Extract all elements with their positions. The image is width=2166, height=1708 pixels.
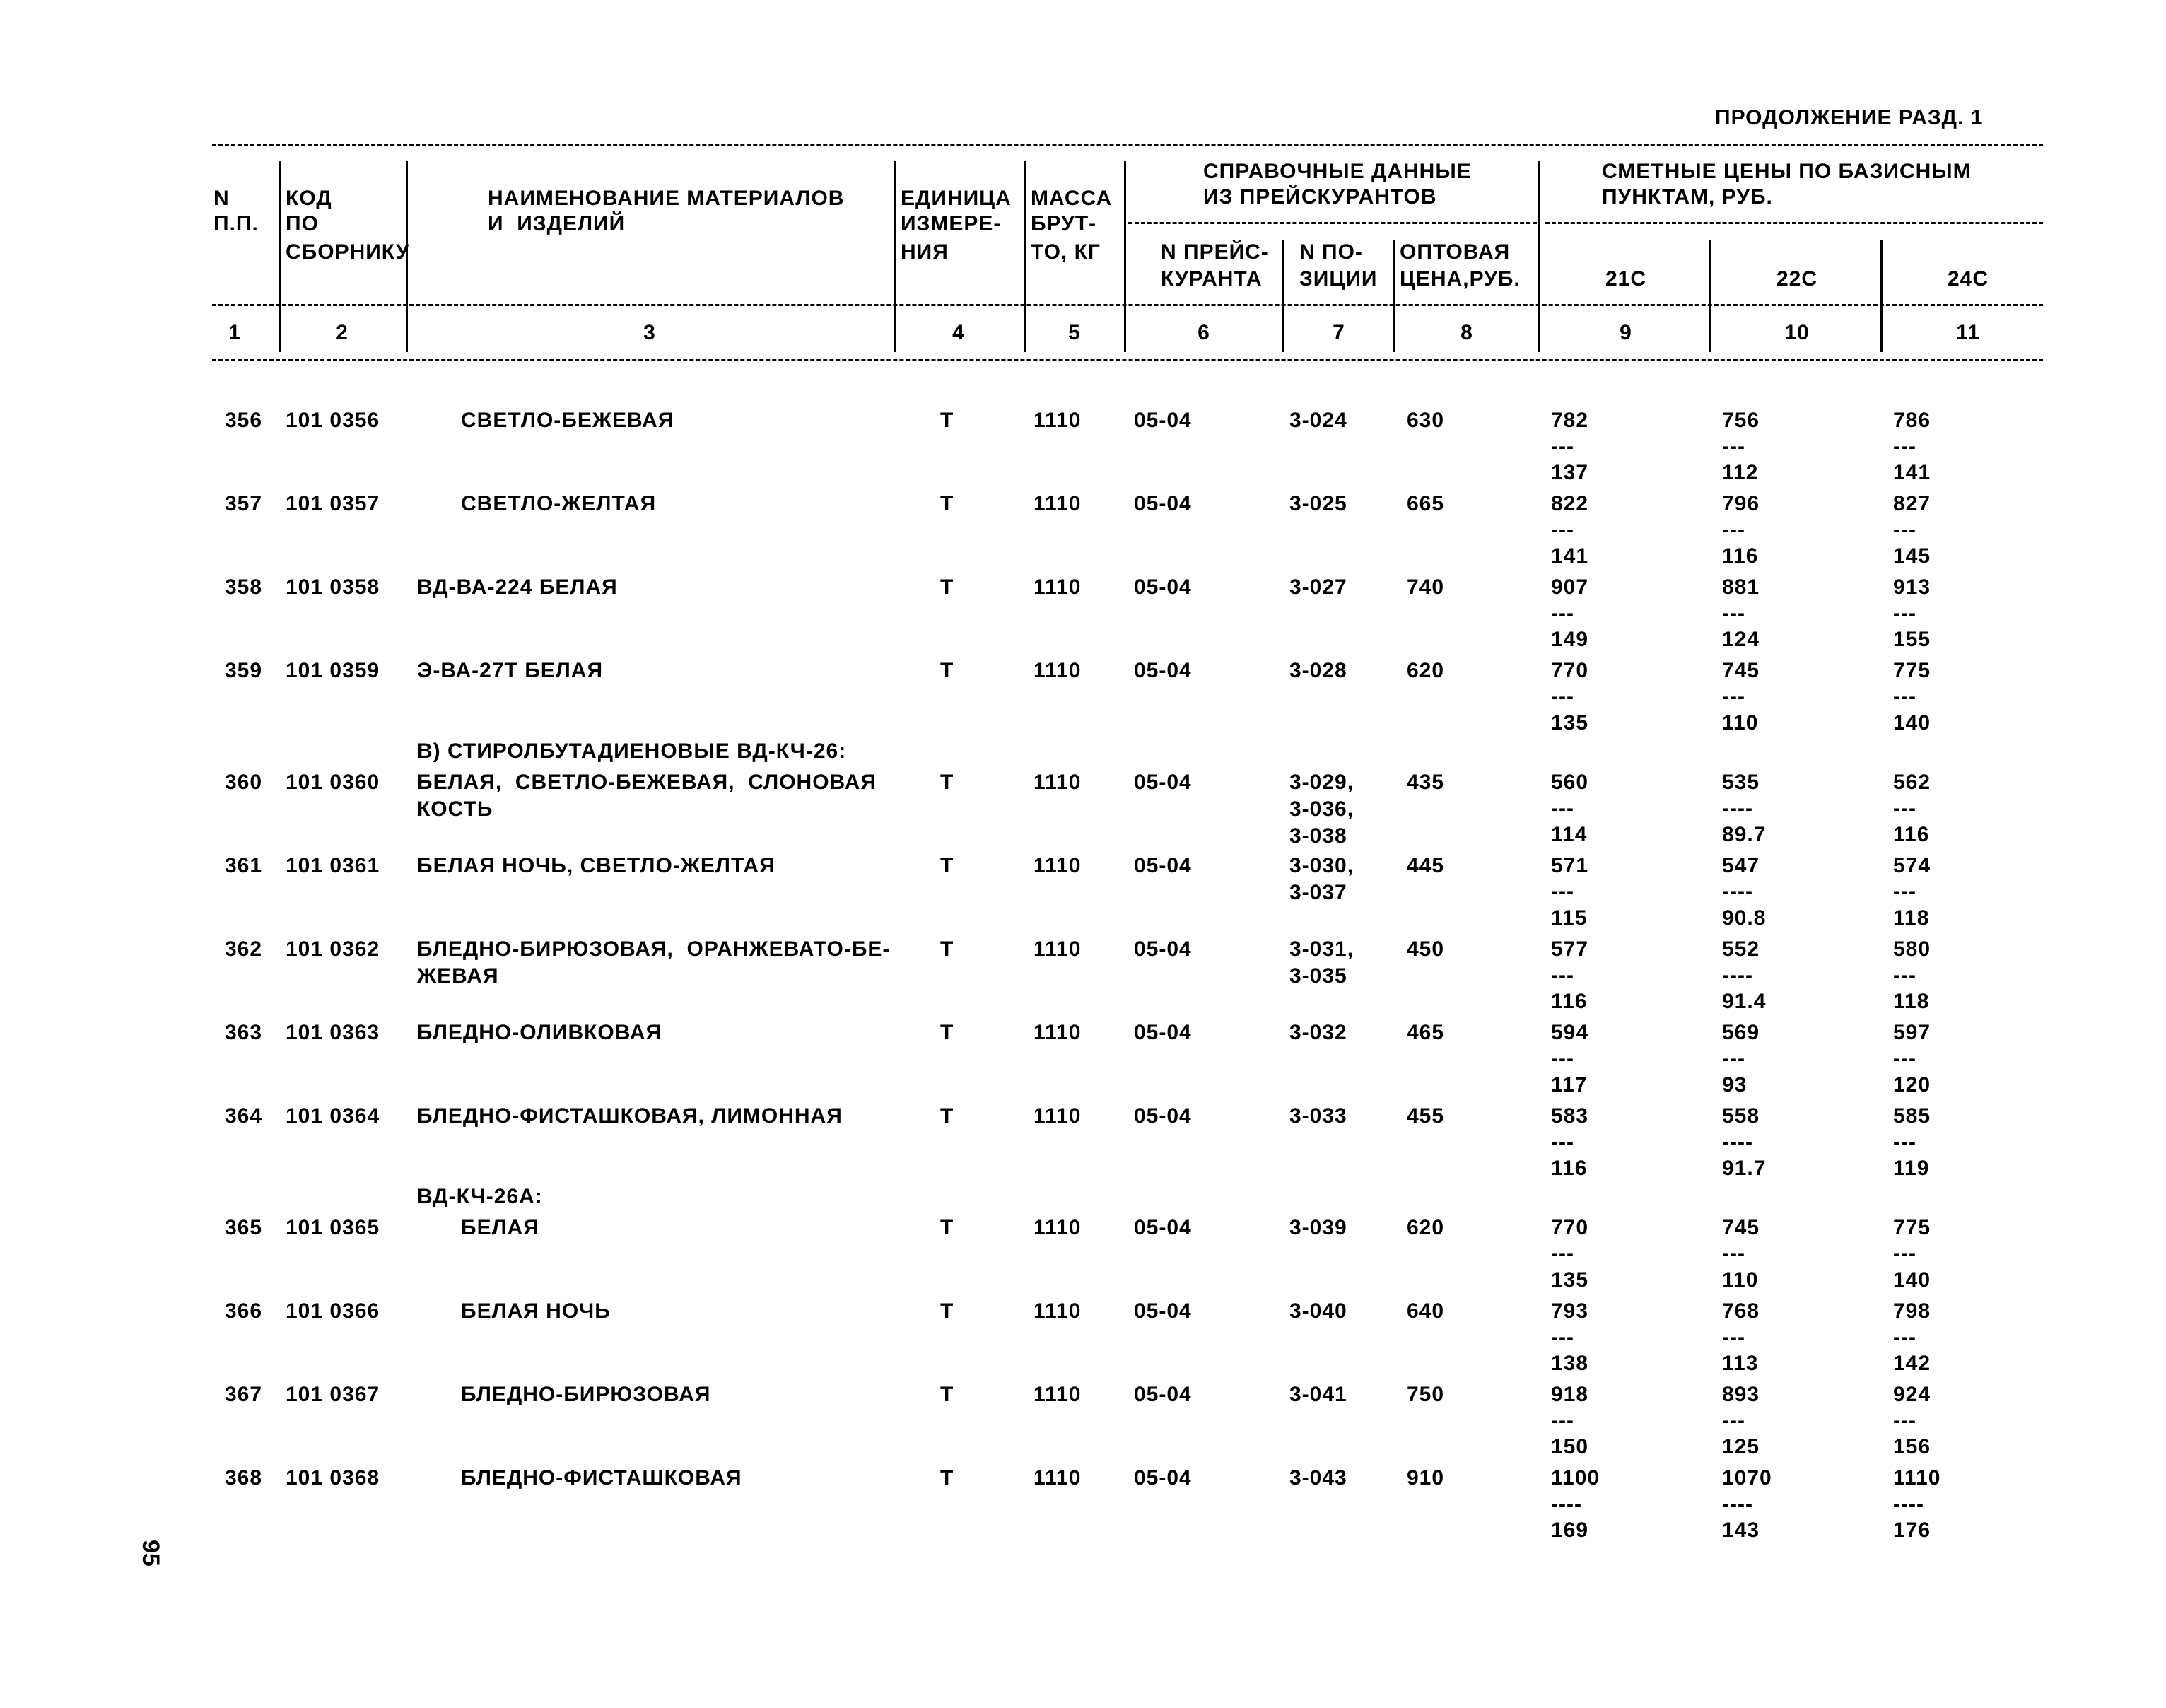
row-name: БЕЛАЯ <box>461 1216 539 1239</box>
hdr-prices-line2: ПУНКТАМ, РУБ. <box>1602 185 1773 209</box>
row-number: 366 <box>225 1299 263 1323</box>
hdr-mass-line2: БРУТ- <box>1031 212 1097 235</box>
row-position: 3-043 <box>1289 1466 1347 1490</box>
price-p21-line1: --- <box>1551 1047 1574 1070</box>
price-p21-line1: --- <box>1551 518 1574 542</box>
price-p22-line0: 745 <box>1722 1216 1760 1239</box>
price-p24-line0: 913 <box>1893 575 1931 599</box>
price-p22-line1: --- <box>1722 1326 1745 1349</box>
row-pricelist: 05-04 <box>1134 1104 1192 1128</box>
price-p24-line1: --- <box>1893 1409 1916 1432</box>
row-position: 3-025 <box>1289 492 1347 515</box>
price-p24-line0: 585 <box>1893 1104 1931 1128</box>
hdr-mass-line3: ТО, КГ <box>1031 240 1101 264</box>
price-p24-line0: 775 <box>1893 659 1931 682</box>
price-p24-line0: 562 <box>1893 771 1931 794</box>
price-p24-line1: --- <box>1893 964 1916 987</box>
colnum-4: 4 <box>952 321 965 344</box>
row-code: 101 0365 <box>286 1216 380 1239</box>
price-p24-line0: 580 <box>1893 937 1931 961</box>
row-unit: Т <box>940 575 954 599</box>
price-p24-line1: --- <box>1893 1242 1916 1265</box>
row-code: 101 0367 <box>286 1383 380 1406</box>
price-p24-line2: 176 <box>1893 1519 1931 1542</box>
price-p21-line0: 907 <box>1551 575 1589 599</box>
price-p22-line2: 110 <box>1722 1268 1759 1292</box>
row-mass: 1110 <box>1034 1216 1082 1239</box>
price-p24-line2: 142 <box>1893 1352 1931 1375</box>
price-p24-line0: 786 <box>1893 409 1931 432</box>
price-p22-line1: ---- <box>1722 797 1753 820</box>
price-p21-line0: 918 <box>1551 1383 1589 1406</box>
price-p24-line0: 798 <box>1893 1299 1931 1323</box>
row-mass: 1110 <box>1034 659 1082 682</box>
row-unit: Т <box>940 771 954 794</box>
price-p21-line0: 560 <box>1551 771 1589 794</box>
hdr-mass-line1: МАССА <box>1031 187 1113 210</box>
hdr-wholesale-line1: ОПТОВАЯ <box>1400 240 1511 264</box>
price-p22-line0: 893 <box>1722 1383 1760 1406</box>
row-number: 362 <box>225 937 263 961</box>
row-pricelist: 05-04 <box>1134 854 1192 877</box>
row-unit: Т <box>940 492 954 515</box>
price-p24-line1: ---- <box>1893 1492 1924 1516</box>
rule-prices-sub <box>1545 222 2043 224</box>
price-p21-line2: 138 <box>1551 1352 1589 1375</box>
price-p21-line0: 793 <box>1551 1299 1589 1323</box>
row-code: 101 0359 <box>286 659 380 682</box>
row-name: КОСТЬ <box>417 797 493 821</box>
price-p22-line2: 91.7 <box>1722 1157 1767 1180</box>
price-p21-line0: 770 <box>1551 659 1589 682</box>
price-p22-line1: ---- <box>1722 1130 1753 1154</box>
hdr-pricelist-line2: КУРАНТА <box>1161 267 1263 291</box>
colnum-11: 11 <box>1956 321 1980 344</box>
price-p21-line2: 135 <box>1551 1268 1589 1292</box>
hdr-name-line2: И ИЗДЕЛИЙ <box>488 212 626 235</box>
row-mass: 1110 <box>1034 937 1082 961</box>
row-position: 3-024 <box>1289 409 1347 432</box>
price-p21-line2: 116 <box>1551 1157 1588 1180</box>
price-p24-line2: 119 <box>1893 1157 1930 1180</box>
hdr-name-line1: НАИМЕНОВАНИЕ МАТЕРИАЛОВ <box>488 187 845 210</box>
row-unit: Т <box>940 409 954 432</box>
price-p24-line1: --- <box>1893 1047 1916 1070</box>
row-code: 101 0358 <box>286 575 380 599</box>
price-p22-line1: ---- <box>1722 880 1753 903</box>
price-p21-line2: 149 <box>1551 628 1589 651</box>
price-p24-line1: --- <box>1893 1326 1916 1349</box>
price-p24-line0: 775 <box>1893 1216 1931 1239</box>
row-mass: 1110 <box>1034 854 1082 877</box>
row-pricelist: 05-04 <box>1134 1299 1192 1323</box>
row-name: БЛЕДНО-БИРЮЗОВАЯ, ОРАНЖЕВАТО-БЕ- <box>417 937 891 961</box>
row-wholesale: 620 <box>1407 1216 1445 1239</box>
row-pricelist: 05-04 <box>1134 575 1192 599</box>
hdr-unit-line1: ЕДИНИЦА <box>901 187 1012 210</box>
price-p24-line2: 116 <box>1893 823 1930 846</box>
row-position: 3-032 <box>1289 1021 1347 1044</box>
row-number: 368 <box>225 1466 263 1490</box>
price-p21-line2: 150 <box>1551 1435 1589 1458</box>
row-pricelist: 05-04 <box>1134 492 1192 515</box>
price-p24-line1: --- <box>1893 602 1916 625</box>
row-pricelist: 05-04 <box>1134 659 1192 682</box>
price-p21-line2: 135 <box>1551 711 1589 735</box>
price-p22-line2: 90.8 <box>1722 906 1767 930</box>
price-p22-line2: 124 <box>1722 628 1760 651</box>
price-p22-line1: --- <box>1722 602 1745 625</box>
price-p22-line1: --- <box>1722 1409 1745 1432</box>
row-number: 361 <box>225 854 263 877</box>
row-name: БЛЕДНО-ФИСТАШКОВАЯ, ЛИМОННАЯ <box>417 1104 843 1128</box>
colnum-5: 5 <box>1068 321 1081 344</box>
row-pricelist: 05-04 <box>1134 409 1192 432</box>
row-name: БЕЛАЯ НОЧЬ <box>461 1299 611 1323</box>
price-p22-line2: 143 <box>1722 1519 1760 1542</box>
row-mass: 1110 <box>1034 771 1082 794</box>
row-code: 101 0363 <box>286 1021 380 1044</box>
hdr-22c: 22С <box>1776 267 1818 291</box>
row-unit: Т <box>940 1104 954 1128</box>
row-code: 101 0366 <box>286 1299 380 1323</box>
group-heading: ВД-КЧ-26А: <box>417 1185 543 1208</box>
rule-header-bottom <box>212 359 2043 361</box>
hdr-position-line2: ЗИЦИИ <box>1299 267 1378 291</box>
price-p22-line1: --- <box>1722 1047 1745 1070</box>
price-p24-line1: --- <box>1893 518 1916 542</box>
row-unit: Т <box>940 1466 954 1490</box>
hdr-reference-line2: ИЗ ПРЕЙСКУРАНТОВ <box>1203 185 1437 209</box>
price-p22-line0: 796 <box>1722 492 1760 515</box>
row-number: 358 <box>225 575 263 599</box>
row-code: 101 0364 <box>286 1104 380 1128</box>
colnum-2: 2 <box>336 321 349 344</box>
row-position: 3-036, <box>1289 797 1354 821</box>
hdr-n-line1: N <box>213 187 230 210</box>
price-p21-line1: --- <box>1551 964 1574 987</box>
row-mass: 1110 <box>1034 409 1082 432</box>
price-p21-line1: --- <box>1551 602 1574 625</box>
hdr-prices-line1: СМЕТНЫЕ ЦЕНЫ ПО БАЗИСНЫМ <box>1602 160 1972 183</box>
row-code: 101 0356 <box>286 409 380 432</box>
row-wholesale: 740 <box>1407 575 1445 599</box>
row-wholesale: 630 <box>1407 409 1445 432</box>
rule-top <box>212 144 2043 146</box>
row-name: Э-ВА-27Т БЕЛАЯ <box>417 659 604 682</box>
price-p22-line0: 535 <box>1722 771 1760 794</box>
price-p24-line2: 155 <box>1893 628 1931 651</box>
row-number: 365 <box>225 1216 263 1239</box>
colnum-6: 6 <box>1198 321 1210 344</box>
price-p22-line0: 569 <box>1722 1021 1760 1044</box>
row-unit: Т <box>940 1216 954 1239</box>
row-number: 356 <box>225 409 263 432</box>
row-number: 359 <box>225 659 263 682</box>
col-sep-1 <box>279 161 281 352</box>
row-wholesale: 620 <box>1407 659 1445 682</box>
row-name: БЕЛАЯ НОЧЬ, СВЕТЛО-ЖЕЛТАЯ <box>417 854 775 877</box>
row-wholesale: 465 <box>1407 1021 1445 1044</box>
row-unit: Т <box>940 1299 954 1323</box>
hdr-code-line3: СБОРНИКУ <box>286 240 410 264</box>
row-name: БЛЕДНО-БИРЮЗОВАЯ <box>461 1383 711 1406</box>
colnum-8: 8 <box>1460 321 1473 344</box>
col-sep-6 <box>1282 240 1284 352</box>
price-p22-line2: 125 <box>1722 1435 1760 1458</box>
row-position: 3-027 <box>1289 575 1347 599</box>
row-wholesale: 450 <box>1407 937 1445 961</box>
price-p22-line1: ---- <box>1722 1492 1753 1516</box>
row-position: 3-035 <box>1289 964 1347 988</box>
row-pricelist: 05-04 <box>1134 1021 1192 1044</box>
hdr-code-line1: КОД <box>286 187 332 210</box>
price-p21-line1: --- <box>1551 1242 1574 1265</box>
hdr-position-line1: N ПО- <box>1299 240 1363 264</box>
row-position: 3-039 <box>1289 1216 1347 1239</box>
price-p22-line2: 91.4 <box>1722 990 1767 1013</box>
hdr-n-line2: П.П. <box>213 212 259 235</box>
price-p22-line2: 89.7 <box>1722 823 1767 846</box>
price-p24-line2: 120 <box>1893 1073 1931 1096</box>
row-code: 101 0368 <box>286 1466 380 1490</box>
price-p24-line2: 156 <box>1893 1435 1931 1458</box>
price-p21-line0: 770 <box>1551 1216 1589 1239</box>
row-code: 101 0360 <box>286 771 380 794</box>
price-p21-line0: 1100 <box>1551 1466 1600 1490</box>
price-p22-line0: 547 <box>1722 854 1760 877</box>
section-continuation: ПРОДОЛЖЕНИЕ РАЗД. 1 <box>1715 106 1984 129</box>
row-position: 3-029, <box>1289 771 1354 794</box>
row-name: БЛЕДНО-ФИСТАШКОВАЯ <box>461 1466 742 1490</box>
group-heading: В) СТИРОЛБУТАДИЕНОВЫЕ ВД-КЧ-26: <box>417 739 847 763</box>
hdr-code-line2: ПО <box>286 212 319 235</box>
price-p21-line2: 137 <box>1551 461 1589 484</box>
row-position: 3-033 <box>1289 1104 1347 1128</box>
col-sep-5 <box>1124 161 1126 352</box>
price-p22-line1: ---- <box>1722 964 1753 987</box>
hdr-pricelist-line1: N ПРЕЙС- <box>1161 240 1269 264</box>
row-pricelist: 05-04 <box>1134 1466 1192 1490</box>
price-p21-line2: 115 <box>1551 906 1588 930</box>
row-position: 3-041 <box>1289 1383 1347 1406</box>
row-name: СВЕТЛО-БЕЖЕВАЯ <box>461 409 674 432</box>
row-mass: 1110 <box>1034 1383 1082 1406</box>
rule-reference-sub <box>1128 222 1537 224</box>
colnum-3: 3 <box>643 321 656 344</box>
row-unit: Т <box>940 937 954 961</box>
hdr-reference-line1: СПРАВОЧНЫЕ ДАННЫЕ <box>1203 160 1472 183</box>
price-p22-line2: 93 <box>1722 1073 1748 1096</box>
row-position: 3-031, <box>1289 937 1354 961</box>
price-p24-line0: 574 <box>1893 854 1931 877</box>
row-position: 3-037 <box>1289 881 1347 904</box>
colnum-10: 10 <box>1784 321 1810 344</box>
price-p21-line0: 577 <box>1551 937 1589 961</box>
price-p22-line1: --- <box>1722 435 1745 458</box>
price-p21-line0: 822 <box>1551 492 1589 515</box>
price-p24-line1: --- <box>1893 435 1916 458</box>
price-p22-line0: 552 <box>1722 937 1760 961</box>
row-wholesale: 910 <box>1407 1466 1445 1490</box>
price-p22-line1: --- <box>1722 685 1745 708</box>
price-p21-line0: 782 <box>1551 409 1589 432</box>
price-p21-line1: --- <box>1551 685 1574 708</box>
price-p21-line1: --- <box>1551 797 1574 820</box>
col-sep-7 <box>1393 240 1395 352</box>
price-p21-line1: ---- <box>1551 1492 1582 1516</box>
row-wholesale: 455 <box>1407 1104 1445 1128</box>
price-p21-line2: 169 <box>1551 1519 1589 1542</box>
row-wholesale: 750 <box>1407 1383 1445 1406</box>
price-p24-line2: 141 <box>1893 461 1931 484</box>
row-name: БЛЕДНО-ОЛИВКОВАЯ <box>417 1021 662 1044</box>
price-p22-line2: 112 <box>1722 461 1759 484</box>
row-name: ВД-ВА-224 БЕЛАЯ <box>417 575 618 599</box>
rule-numbers-top <box>212 304 2043 306</box>
price-p24-line2: 145 <box>1893 544 1931 568</box>
row-number: 357 <box>225 492 263 515</box>
price-p21-line0: 571 <box>1551 854 1589 877</box>
hdr-unit-line2: ИЗМЕРЕ- <box>901 212 1002 235</box>
colnum-1: 1 <box>228 321 241 344</box>
row-wholesale: 445 <box>1407 854 1445 877</box>
price-p24-line1: --- <box>1893 880 1916 903</box>
row-code: 101 0362 <box>286 937 380 961</box>
price-p22-line0: 1070 <box>1722 1466 1772 1490</box>
row-number: 367 <box>225 1383 263 1406</box>
colnum-9: 9 <box>1620 321 1632 344</box>
row-pricelist: 05-04 <box>1134 771 1192 794</box>
price-p24-line0: 827 <box>1893 492 1931 515</box>
price-p21-line1: --- <box>1551 1326 1574 1349</box>
price-p22-line2: 110 <box>1722 711 1759 735</box>
hdr-wholesale-line2: ЦЕНА,РУБ. <box>1400 267 1521 291</box>
row-pricelist: 05-04 <box>1134 937 1192 961</box>
hdr-24c: 24С <box>1947 267 1989 291</box>
row-mass: 1110 <box>1034 1299 1082 1323</box>
price-p22-line1: --- <box>1722 1242 1745 1265</box>
price-p24-line0: 924 <box>1893 1383 1931 1406</box>
row-number: 360 <box>225 771 263 794</box>
row-name: ЖЕВАЯ <box>417 964 499 988</box>
hdr-unit-line3: НИЯ <box>901 240 949 264</box>
price-p24-line2: 118 <box>1893 990 1930 1013</box>
price-p22-line1: --- <box>1722 518 1745 542</box>
price-p21-line2: 141 <box>1551 544 1589 568</box>
price-p21-line0: 594 <box>1551 1021 1589 1044</box>
colnum-7: 7 <box>1333 321 1345 344</box>
price-p22-line2: 116 <box>1722 544 1759 568</box>
row-number: 364 <box>225 1104 263 1128</box>
col-sep-10 <box>1880 240 1883 352</box>
price-p24-line0: 597 <box>1893 1021 1931 1044</box>
price-p21-line2: 114 <box>1551 823 1588 846</box>
price-p22-line2: 113 <box>1722 1352 1759 1375</box>
price-p24-line0: 1110 <box>1893 1466 1941 1490</box>
row-code: 101 0357 <box>286 492 380 515</box>
row-position: 3-030, <box>1289 854 1354 877</box>
price-p21-line1: --- <box>1551 435 1574 458</box>
price-p24-line1: --- <box>1893 685 1916 708</box>
row-unit: Т <box>940 1383 954 1406</box>
row-wholesale: 665 <box>1407 492 1445 515</box>
price-p22-line0: 558 <box>1722 1104 1760 1128</box>
price-p24-line2: 118 <box>1893 906 1930 930</box>
row-mass: 1110 <box>1034 492 1082 515</box>
col-sep-4 <box>1024 161 1026 352</box>
row-pricelist: 05-04 <box>1134 1216 1192 1239</box>
price-p22-line0: 745 <box>1722 659 1760 682</box>
row-unit: Т <box>940 1021 954 1044</box>
price-p22-line0: 756 <box>1722 409 1760 432</box>
row-position: 3-028 <box>1289 659 1347 682</box>
price-p21-line0: 583 <box>1551 1104 1589 1128</box>
row-name: СВЕТЛО-ЖЕЛТАЯ <box>461 492 657 515</box>
row-wholesale: 640 <box>1407 1299 1445 1323</box>
row-position: 3-038 <box>1289 824 1347 848</box>
price-p24-line2: 140 <box>1893 1268 1931 1292</box>
row-wholesale: 435 <box>1407 771 1445 794</box>
price-p24-line1: --- <box>1893 1130 1916 1154</box>
row-mass: 1110 <box>1034 1104 1082 1128</box>
price-p21-line1: --- <box>1551 1130 1574 1154</box>
hdr-21c: 21С <box>1605 267 1647 291</box>
price-p22-line0: 768 <box>1722 1299 1760 1323</box>
price-p21-line1: --- <box>1551 880 1574 903</box>
price-p24-line2: 140 <box>1893 711 1931 735</box>
row-mass: 1110 <box>1034 575 1082 599</box>
row-name: БЕЛАЯ, СВЕТЛО-БЕЖЕВАЯ, СЛОНОВАЯ <box>417 771 877 794</box>
row-position: 3-040 <box>1289 1299 1347 1323</box>
row-number: 363 <box>225 1021 263 1044</box>
row-mass: 1110 <box>1034 1466 1082 1490</box>
row-pricelist: 05-04 <box>1134 1383 1192 1406</box>
col-sep-8 <box>1538 161 1540 352</box>
price-p22-line0: 881 <box>1722 575 1760 599</box>
row-unit: Т <box>940 659 954 682</box>
price-p21-line2: 116 <box>1551 990 1588 1013</box>
page-number: 95 <box>137 1540 164 1567</box>
price-p21-line1: --- <box>1551 1409 1574 1432</box>
row-code: 101 0361 <box>286 854 380 877</box>
col-sep-9 <box>1709 240 1711 352</box>
row-unit: Т <box>940 854 954 877</box>
price-p24-line1: --- <box>1893 797 1916 820</box>
price-p21-line2: 117 <box>1551 1073 1588 1096</box>
row-mass: 1110 <box>1034 1021 1082 1044</box>
col-sep-3 <box>894 161 896 352</box>
